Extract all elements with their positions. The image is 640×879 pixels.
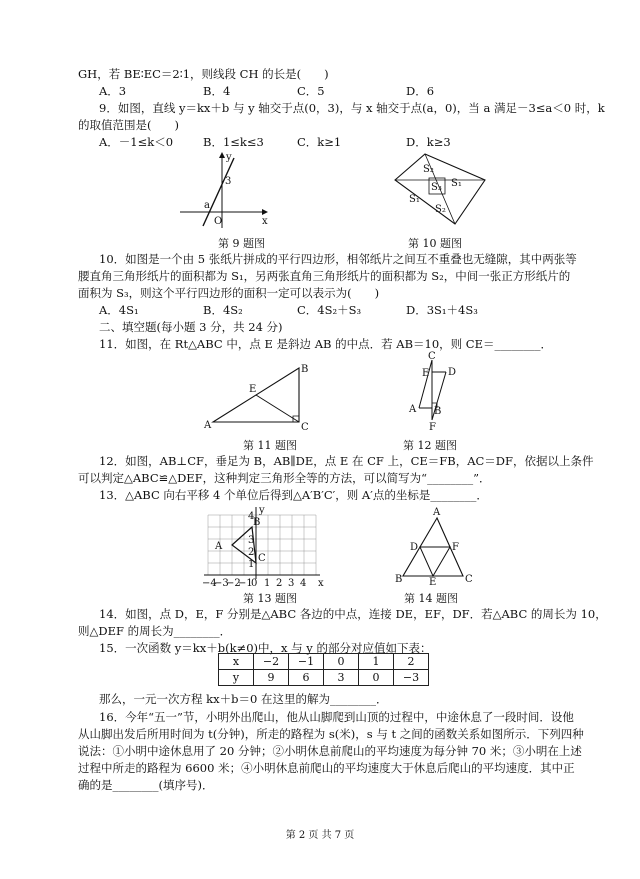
table-cell: 0 <box>324 654 359 670</box>
fig13-ytick: 1 <box>248 559 255 570</box>
fig13-ytick: 2 <box>248 547 255 558</box>
fig14-label-f: F <box>452 542 459 553</box>
figure-11-caption: 第 11 题图 <box>243 439 297 452</box>
q16-stem-line-5: 确的是________(填序号)． <box>78 778 214 792</box>
figure-10-caption: 第 10 题图 <box>408 237 462 250</box>
table-cell: 0 <box>359 670 394 686</box>
fig11-label-e: E <box>249 384 257 395</box>
fig14-label-e: E <box>429 577 437 588</box>
fig10-label-s2-bottom: S₂ <box>435 204 446 215</box>
table-cell: −2 <box>254 654 289 670</box>
q10-option-a: A．4S₁ <box>99 303 139 317</box>
q8-tail-line: GH，若 BE∶EC＝2∶1，则线段 CH 的长是( ) <box>78 67 329 81</box>
q12-stem-line-2: 可以判定△ABC≌△DEF，这种判定三角形全等的方法，可以简写为“________”． <box>78 471 491 485</box>
q10-stem-line-1: 10．如图是一个由 5 张纸片拼成的平行四边形，相邻纸片之间互不重叠也无缝隙，其中两张等 <box>99 252 577 266</box>
fig13-label-c: C <box>258 553 266 564</box>
q8-option-a: A．3 <box>99 84 127 98</box>
figure-9-line-graph <box>176 150 276 230</box>
figure-10-parallelogram <box>385 150 495 230</box>
q10-stem-line-2: 腰直角三角形纸片的面积都为 S₁，另两张直角三角形纸片的面积都为 S₂，中间一张正方形纸片的 <box>78 269 571 283</box>
fig9-intercept-3: 3 <box>225 176 232 187</box>
q8-option-b: B．4 <box>203 84 231 98</box>
fig13-xtick: −3 <box>214 578 229 589</box>
table-header-x: x <box>219 654 254 670</box>
fig13-xtick: 4 <box>300 578 307 589</box>
q9-option-d: D．k≥3 <box>406 135 451 149</box>
fig12-label-e: E <box>422 368 430 379</box>
fig9-y-label: y <box>226 152 232 163</box>
fig13-ytick: 3 <box>248 535 255 546</box>
fig11-label-c: C <box>301 422 309 433</box>
table-cell: 2 <box>394 654 429 670</box>
table-cell: 6 <box>289 670 324 686</box>
fig11-label-b: B <box>301 364 309 375</box>
q16-stem-line-4: 过程中所走的路程为 6600 米；④小明休息前爬山的平均速度大于休息后爬山的平均速度．其中正 <box>78 761 575 775</box>
table-cell: −1 <box>289 654 324 670</box>
figure-14-caption: 第 14 题图 <box>404 592 458 605</box>
fig14-label-c: C <box>465 574 473 585</box>
q9-option-a: A．－1≤k＜0 <box>99 135 174 149</box>
fig13-xtick: −1 <box>238 578 253 589</box>
q14-stem-line-2: 则△DEF 的周长为________． <box>78 624 232 638</box>
figure-13-coordinate-grid <box>198 505 328 589</box>
q15-stem-line-1: 15．一次函数 y＝kx＋b(k≠0)中，x 与 y 的部分对应值如下表： <box>99 641 432 655</box>
fig14-label-d: D <box>410 542 419 553</box>
fig13-xtick: 3 <box>288 578 295 589</box>
table-cell: 3 <box>324 670 359 686</box>
q8-option-c: C．5 <box>297 84 325 98</box>
q12-stem-line-1: 12．如图，AB⊥CF，垂足为 B，AB∥DE，点 E 在 CF 上，CE＝FB，AC＝DF，依据以上条件 <box>99 454 594 468</box>
figure-12-caption: 第 12 题图 <box>403 439 457 452</box>
q15-value-table <box>218 653 429 686</box>
fig10-label-s3: S₃ <box>431 182 442 193</box>
q14-stem-line-1: 14．如图，点 D，E，F 分别是△ABC 各边的中点，连接 DE，EF，DF．若△ABC 的周长为 10， <box>99 607 607 621</box>
table-row <box>219 670 429 686</box>
fig13-x-label: x <box>318 578 324 589</box>
fig9-point-a: a <box>204 200 210 211</box>
figure-12-figure <box>405 350 465 435</box>
fig13-xtick: −4 <box>202 578 217 589</box>
q10-option-b: B．4S₂ <box>203 303 243 317</box>
fig13-xtick: 0 <box>251 578 258 589</box>
fig14-label-b: B <box>395 574 403 585</box>
q10-option-c: C．4S₂＋S₃ <box>297 303 362 317</box>
fig10-label-s2-top: S₂ <box>423 164 434 175</box>
fig10-label-s1-left: S₁ <box>409 194 420 205</box>
q9-stem-line-1: 9．如图，直线 y＝kx＋b 与 y 轴交于点(0，3)，与 x 轴交于点(a，0)，当 a 满足－3≤a＜0 时，k <box>99 101 605 115</box>
fig10-label-s1-right: S₁ <box>451 178 462 189</box>
fig13-y-label: y <box>259 505 265 516</box>
fig14-label-a: A <box>433 507 441 518</box>
q8-option-d: D．6 <box>406 84 435 98</box>
q16-stem-line-1: 16．今年“五一”节，小明外出爬山，他从山脚爬到山顶的过程中，中途休息了一段时间．设他 <box>99 710 574 724</box>
q9-option-c: C．k≥1 <box>297 135 342 149</box>
fig9-x-label: x <box>262 216 268 227</box>
q16-stem-line-2: 从山脚出发后所用时间为 t(分钟)，所走的路程为 s(米)，s 与 t 之间的函数关系如图所示．下列四种 <box>78 727 584 741</box>
q11-stem: 11．如图，在 Rt△ABC 中，点 E 是斜边 AB 的中点．若 AB＝10，则 CE＝________． <box>99 337 553 351</box>
fig13-xtick: 1 <box>264 578 271 589</box>
fig12-label-a: A <box>409 404 417 415</box>
q16-stem-line-3: 说法：①小明中途休息用了 20 分钟；②小明休息前爬山的平均速度为每分钟 70 米；③小明在上述 <box>78 744 582 758</box>
q10-stem-line-3: 面积为 S₃，则这个平行四边形的面积一定可以表示为( ) <box>78 286 380 300</box>
fig13-ytick: 4 <box>248 511 255 522</box>
fig13-xtick: 2 <box>276 578 283 589</box>
fig11-label-a: A <box>204 420 212 431</box>
fig12-label-f: F <box>429 422 436 433</box>
q10-option-d: D．3S₁＋4S₃ <box>406 303 478 317</box>
figure-13-caption: 第 13 题图 <box>243 592 297 605</box>
table-header-y: y <box>219 670 254 686</box>
fig13-label-a: A <box>215 541 223 552</box>
fig13-xtick: −2 <box>226 578 241 589</box>
q9-option-b: B．1≤k≤3 <box>203 135 264 149</box>
fig12-label-d: D <box>448 367 457 378</box>
fig12-label-c: C <box>428 351 436 362</box>
fig12-label-b: B <box>434 406 442 417</box>
table-row <box>219 654 429 670</box>
figure-14-midpoint-triangle <box>393 508 473 586</box>
fig9-y-arrow <box>219 152 225 158</box>
table-cell: 1 <box>359 654 394 670</box>
page-footer: 第 2 页 共 7 页 <box>285 830 355 841</box>
q13-stem: 13．△ABC 向右平移 4 个单位后得到△A′B′C′，则 A′点的坐标是________． <box>99 488 488 502</box>
figure-11-right-triangle <box>203 358 318 433</box>
section-2-heading: 二、填空题(每小题 3 分，共 24 分) <box>99 320 283 334</box>
fig13-label-b: B <box>253 517 261 528</box>
table-cell: −3 <box>394 670 429 686</box>
fig9-x-arrow <box>262 209 268 215</box>
q9-stem-line-2: 的取值范围是( ) <box>78 118 179 132</box>
fig13-grid <box>208 515 316 575</box>
table-cell: 9 <box>254 670 289 686</box>
q15-stem-line-2: 那么，一元一次方程 kx＋b＝0 在这里的解为________． <box>99 692 388 706</box>
figure-9-caption: 第 9 题图 <box>218 237 265 250</box>
fig9-origin: O <box>214 216 223 227</box>
